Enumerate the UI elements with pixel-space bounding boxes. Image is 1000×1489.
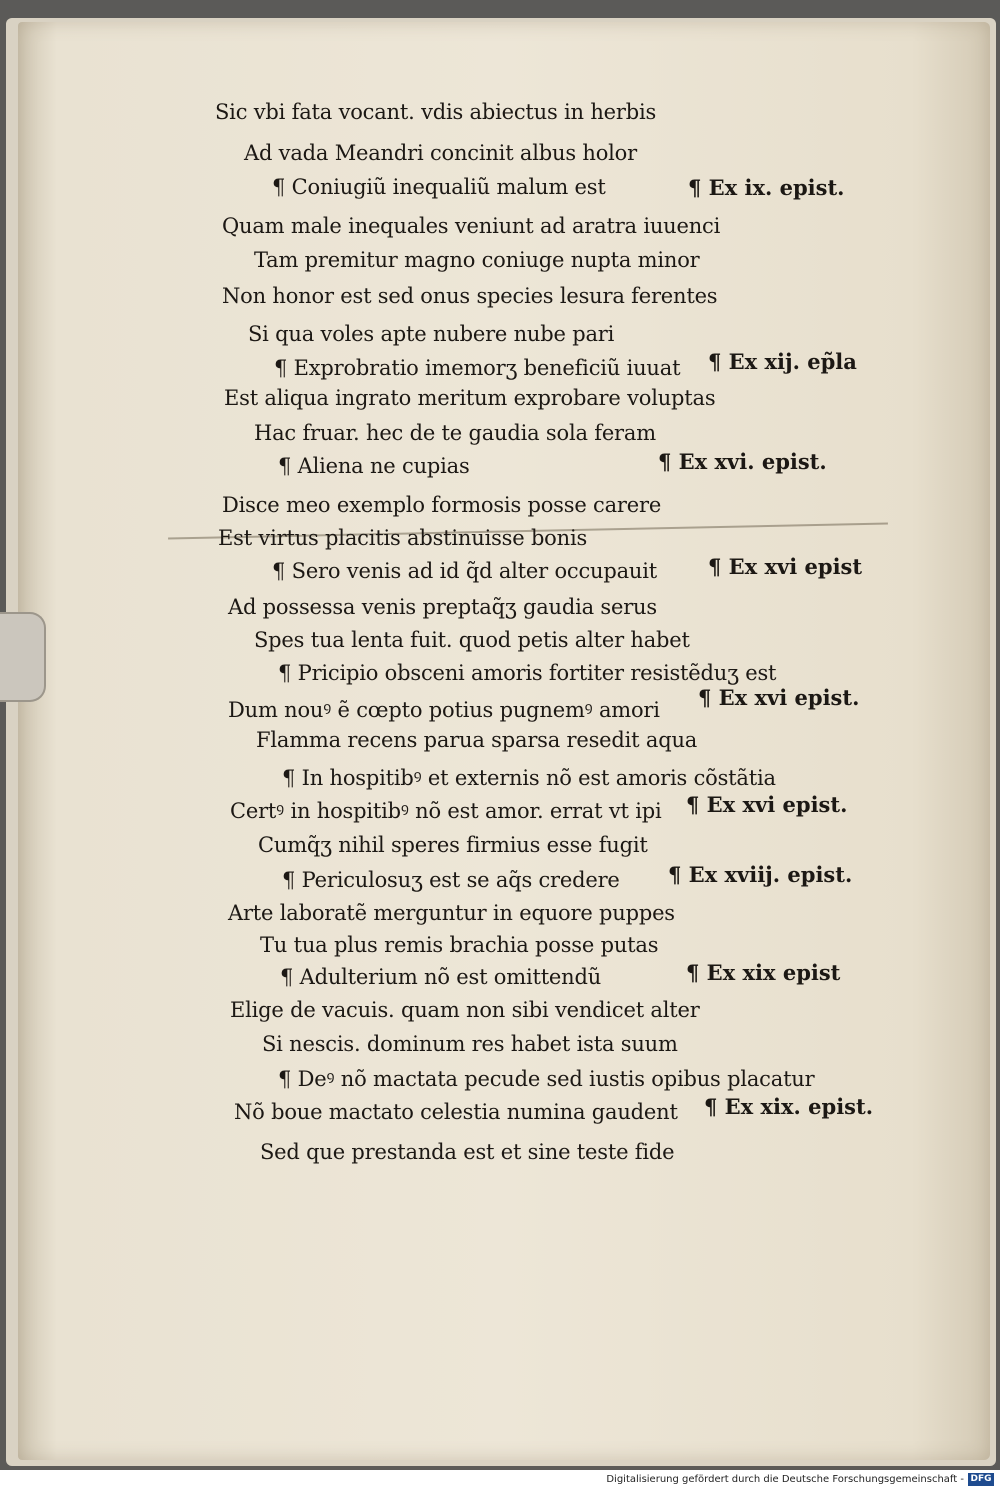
dfg-logo: DFG [968,1473,994,1486]
text-line: Tu tua plus remis brachia posse putas [260,933,659,957]
text-line: Sic vbi fata vocant. vdis abiectus in herbis [215,100,657,124]
text-line: Arte laboratẽ merguntur in equore puppes [228,901,675,925]
source-reference: ¶ Ex xvi epist. [698,685,860,710]
text-line: ¶ Adulterium nõ est omittendũ [280,965,602,989]
source-reference: ¶ Ex xix. epist. [704,1094,874,1119]
text-line: Si nescis. dominum res habet ista suum [262,1032,678,1056]
book-page [18,22,990,1460]
source-reference: ¶ Ex xvi epist. [686,792,848,817]
text-line: ¶ Periculosuʒ est se aq̃s credere [282,868,620,892]
text-line: ¶ Deꝰ nõ mactata pecude sed iustis opibus placatur [278,1067,815,1091]
text-line: ¶ In hospitibꝰ et externis nõ est amoris cõstãtia [282,766,776,790]
source-reference: ¶ Ex xviij. epist. [668,862,853,887]
text-line: Ad possessa venis preptaq̃ʒ gaudia serus [228,595,657,619]
text-line: Si qua voles apte nubere nube pari [248,322,615,346]
source-reference: ¶ Ex ix. epist. [688,175,845,200]
text-line: Quam male inequales veniunt ad aratra iuuenci [222,214,721,238]
text-line: Dum nouꝰ ẽ cœpto potius pugnemꝰ amori [228,698,660,722]
text-line: Disce meo exemplo formosis posse carere [222,493,662,517]
page-tab [0,612,46,702]
source-reference: ¶ Ex xij. ep̃la [708,349,857,374]
text-line: ¶ Exprobratio imemorʒ beneficiũ iuuat [274,356,681,380]
text-line: Cumq̃ʒ nihil speres firmius esse fugit [258,833,648,857]
text-line: Ad vada Meandri concinit albus holor [244,141,637,165]
text-line: Nõ boue mactato celestia numina gaudent [234,1100,678,1124]
text-line: ¶ Sero venis ad id q̃d alter occupauit [272,559,657,583]
source-reference: ¶ Ex xvi. epist. [658,449,827,474]
text-line: Elige de vacuis. quam non sibi vendicet alter [230,998,700,1022]
source-reference: ¶ Ex xix epist [686,960,841,985]
text-line: Sed que prestanda est et sine teste fide [260,1140,675,1164]
text-line: Hac fruar. hec de te gaudia sola feram [254,421,656,445]
text-line: Non honor est sed onus species lesura ferentes [222,284,718,308]
text-line: Spes tua lenta fuit. quod petis alter habet [254,628,690,652]
text-line: ¶ Coniugiũ inequaliũ malum est [272,175,606,199]
text-line: Tam premitur magno coniuge nupta minor [254,248,700,272]
text-line: Est virtus placitis abstinuisse bonis [218,526,588,550]
text-line: ¶ Aliena ne cupias [278,454,470,478]
text-line: ¶ Pricipio obsceni amoris fortiter resistẽduʒ est [278,661,777,685]
text-line: Est aliqua ingrato meritum exprobare voluptas [224,386,716,410]
digitization-credit: Digitalisierung gefördert durch die Deutsche Forschungsgemeinschaft - [606,1474,964,1485]
text-line: Certꝰ in hospitibꝰ nõ est amor. errat vt ipi [230,799,662,823]
source-reference: ¶ Ex xvi epist [708,554,863,579]
text-line: Flamma recens parua sparsa resedit aqua [256,728,698,752]
